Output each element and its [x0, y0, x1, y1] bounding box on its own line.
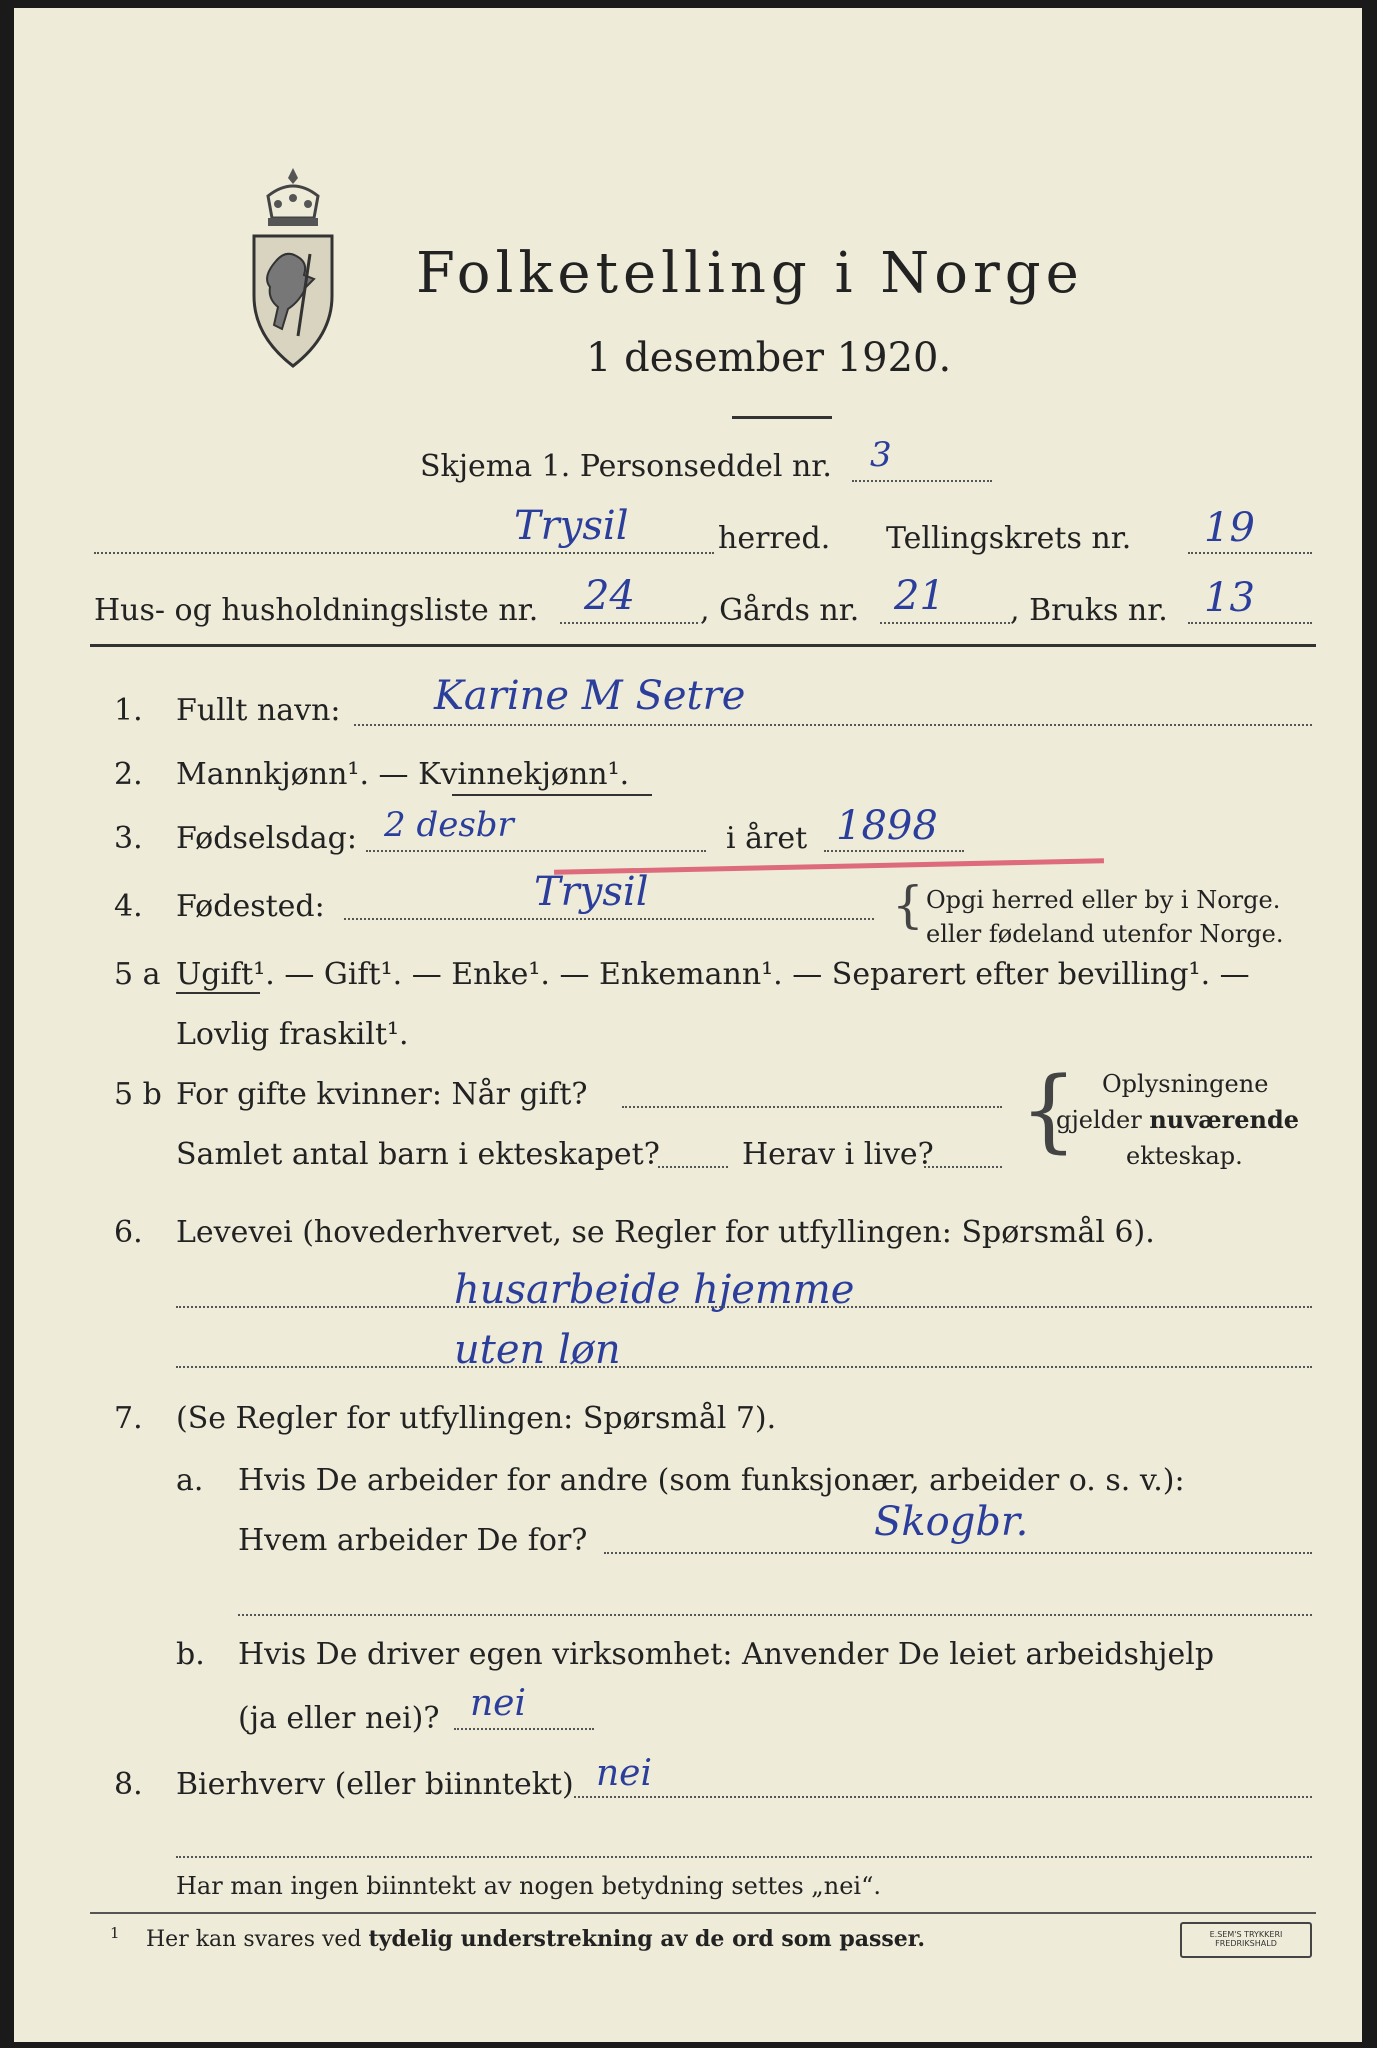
q8-dots-2	[176, 1856, 1312, 1858]
q7a-line-2: Hvem arbeider De for?	[238, 1523, 588, 1558]
q5b-note-2: gjelder nuværende	[1056, 1105, 1300, 1134]
q5a-underline-ugift	[176, 992, 260, 994]
herred-dots	[94, 552, 714, 554]
footnote-text: Her kan svares ved tydelig understrekning av de ord som passer.	[146, 1926, 926, 1952]
title-divider	[732, 416, 832, 419]
q4-brace: {	[892, 876, 924, 934]
footer-note: Har man ingen biinntekt av nogen betydning settes „nei“.	[176, 1872, 881, 1900]
norwegian-coat-of-arms-icon	[248, 166, 338, 376]
q5b-alive-dots	[924, 1166, 1002, 1168]
q7b-letter: b.	[176, 1637, 205, 1672]
q4-dots	[344, 918, 874, 920]
q5b-brace: {	[1020, 1058, 1078, 1163]
q7b-value: nei	[470, 1683, 527, 1724]
q2-underline-kvinnekjonn	[452, 794, 652, 796]
q4-note-2: eller fødeland utenfor Norge.	[926, 920, 1284, 948]
q5b-children-dots	[658, 1166, 728, 1168]
q1-label: Fullt navn:	[176, 693, 341, 728]
q5b-line-1: For gifte kvinner: Når gift?	[176, 1077, 588, 1112]
q6-number: 6.	[114, 1215, 143, 1250]
herred-value: Trysil	[514, 503, 629, 549]
q7a-dots	[604, 1552, 1312, 1554]
bruks-value: 13	[1204, 575, 1255, 621]
q5a-line-1: Ugift¹. — Gift¹. — Enke¹. — Enkemann¹. — Separert efter bevilling¹. —	[176, 957, 1250, 992]
q3-label: Fødselsdag:	[176, 821, 357, 856]
schema-value: 3	[870, 435, 892, 475]
q6-dots-2	[176, 1366, 1312, 1368]
q5a-line-2: Lovlig fraskilt¹.	[176, 1017, 409, 1052]
husholdningsliste-value: 24	[584, 573, 635, 619]
bruks-dots	[1188, 622, 1312, 624]
q5b-note-1: Oplysningene	[1102, 1070, 1269, 1098]
schema-dots	[852, 480, 992, 482]
q7a-letter: a.	[176, 1463, 204, 1498]
q7b-dots	[454, 1728, 594, 1730]
q1-value: Karine M Setre	[434, 673, 746, 719]
q7a-line-1: Hvis De arbeider for andre (som funksjonær, arbeider o. s. v.):	[238, 1463, 1185, 1498]
q3-year-label: i året	[726, 821, 808, 856]
bruks-label: , Bruks nr.	[1010, 593, 1168, 628]
q6-value-2: uten løn	[454, 1327, 621, 1373]
q3-value: 2 desbr	[384, 805, 514, 845]
q1-dots	[354, 724, 1312, 726]
q3-year-value: 1898	[836, 803, 938, 849]
q6-value-1: husarbeide hjemme	[454, 1267, 855, 1313]
q3-dots	[366, 850, 706, 852]
printer-stamp-text: E.SEM'S TRYKKERI FREDRIKSHALD	[1209, 1930, 1283, 1948]
gards-dots	[880, 622, 1010, 624]
herred-label: herred.	[718, 521, 831, 556]
q3-number: 3.	[114, 821, 143, 856]
q6-dots-1	[176, 1306, 1312, 1308]
q5b-married-dots	[622, 1106, 1002, 1108]
schema-label: Skjema 1. Personseddel nr.	[420, 449, 832, 484]
q7a-value: Skogbr.	[874, 1499, 1029, 1545]
q2-number: 2.	[114, 757, 143, 792]
form-date: 1 desember 1920.	[586, 335, 952, 381]
q4-number: 4.	[114, 889, 143, 924]
q7b-line-2: (ja eller nei)?	[238, 1701, 440, 1736]
q8-label: Bierhverv (eller biinntekt)	[176, 1767, 574, 1802]
q7-number: 7.	[114, 1401, 143, 1436]
q7a-dots-2	[238, 1614, 1312, 1616]
q7b-line-1: Hvis De driver egen virksomhet: Anvender De leiet arbeidshjelp	[238, 1637, 1215, 1672]
q8-number: 8.	[114, 1767, 143, 1802]
census-form	[14, 8, 1362, 2042]
q5b-number: 5 b	[114, 1077, 162, 1112]
header-rule	[90, 644, 1316, 647]
printer-stamp	[1180, 1922, 1312, 1958]
q3-year-dots	[824, 850, 964, 852]
q5a-number: 5 a	[114, 957, 161, 992]
q2-label: Mannkjønn¹. — Kvinnekjønn¹.	[176, 757, 630, 792]
husholdningsliste-dots	[560, 622, 698, 624]
form-title: Folketelling i Norge	[416, 241, 1084, 306]
q7-label: (Se Regler for utfyllingen: Spørsmål 7).	[176, 1401, 777, 1436]
gards-value: 21	[894, 573, 945, 619]
q4-value: Trysil	[534, 869, 649, 915]
q6-label: Levevei (hovederhvervet, se Regler for utfyllingen: Spørsmål 6).	[176, 1215, 1155, 1250]
q5b-line-2a: Samlet antal barn i ekteskapet?	[176, 1137, 660, 1172]
tellingskrets-dots	[1188, 552, 1312, 554]
q5b-line-2b: Herav i live?	[742, 1137, 934, 1172]
gards-label: , Gårds nr.	[700, 593, 860, 628]
tellingskrets-label: Tellingskrets nr.	[886, 521, 1132, 556]
q4-label: Fødested:	[176, 889, 325, 924]
q1-number: 1.	[114, 693, 143, 728]
q5b-note-3: ekteskap.	[1126, 1142, 1243, 1170]
husholdningsliste-label: Hus- og husholdningsliste nr.	[94, 593, 539, 628]
q8-dots	[574, 1796, 1312, 1798]
tellingskrets-value: 19	[1204, 505, 1255, 551]
footnote-number: 1	[110, 1924, 120, 1942]
q4-note-1: Opgi herred eller by i Norge.	[926, 886, 1281, 914]
q8-value: nei	[596, 1753, 653, 1794]
footer-rule	[90, 1912, 1316, 1914]
